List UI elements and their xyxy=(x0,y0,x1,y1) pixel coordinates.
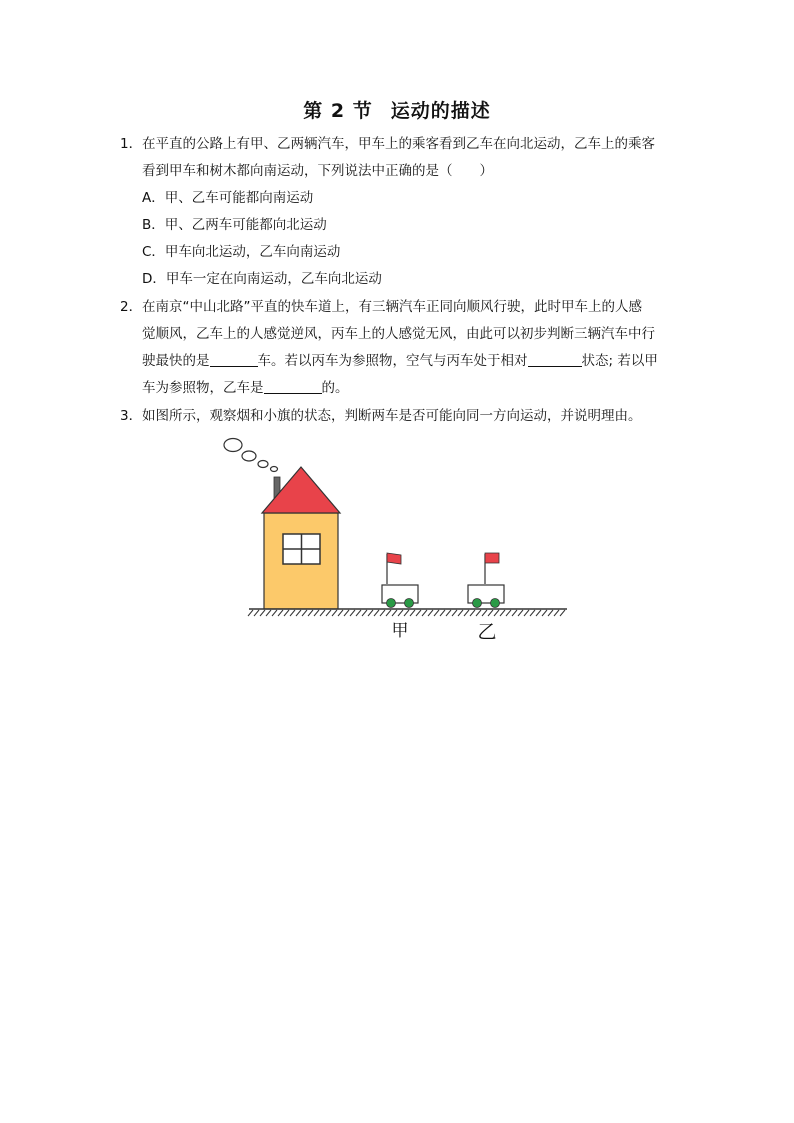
ground-hatch xyxy=(374,610,379,616)
question-text-line: 在南京“中山北路”平直的快车道上，有三辆汽车正同向顺风行驶，此时甲车上的人感 xyxy=(142,299,642,315)
ground-hatch xyxy=(284,610,289,616)
ground-hatch xyxy=(272,610,277,616)
option-a: A．甲、乙车可能都向南运动 xyxy=(142,190,314,206)
ground-hatch xyxy=(428,610,433,616)
ground-hatch xyxy=(344,610,349,616)
ground-hatch xyxy=(326,610,331,616)
ground-hatch xyxy=(482,610,487,616)
ground-hatch xyxy=(548,610,553,616)
option-b: B．甲、乙两车可能都向北运动 xyxy=(142,217,327,233)
ground-hatch xyxy=(308,610,313,616)
ground-hatch xyxy=(518,610,523,616)
section-name: 运动的描述 xyxy=(390,100,491,122)
question-text-line: 如图所示，观察烟和小旗的状态，判断两车是否可能向同一方向运动，并说明理由。 xyxy=(142,408,642,424)
ground-hatch xyxy=(248,610,253,616)
ground-hatch xyxy=(392,610,397,616)
ground-hatch xyxy=(356,610,361,616)
ground-hatch xyxy=(368,610,373,616)
ground-hatch xyxy=(386,610,391,616)
ground-hatch xyxy=(488,610,493,616)
question-text-line: 觉顺风，乙车上的人感觉逆风，丙车上的人感觉无风，由此可以初步判断三辆汽车中行 xyxy=(142,326,655,342)
question-text-line: 看到甲车和树木都向南运动，下列说法中正确的是（ ） xyxy=(142,163,493,179)
question-number: 1． xyxy=(120,136,143,152)
answer-blank[interactable] xyxy=(210,350,258,367)
ground-hatch xyxy=(530,610,535,616)
ground-hatch xyxy=(560,610,565,616)
ground-hatch xyxy=(362,610,367,616)
car-label-yi: 乙 xyxy=(477,621,497,643)
car-jia-icon xyxy=(382,553,418,608)
question-number: 3． xyxy=(120,408,143,424)
figure-house-and-cars xyxy=(215,432,575,651)
ground-hatch xyxy=(512,610,517,616)
ground-hatch xyxy=(470,610,475,616)
ground-hatch xyxy=(296,610,301,616)
car-yi-icon xyxy=(468,553,504,608)
question-2 xyxy=(120,294,680,402)
page-title xyxy=(0,96,794,123)
ground-hatch xyxy=(476,610,481,616)
ground-hatch xyxy=(410,610,415,616)
answer-blank[interactable] xyxy=(264,377,322,394)
ground-hatch xyxy=(542,610,547,616)
ground-hatch xyxy=(260,610,265,616)
ground-hatch xyxy=(254,610,259,616)
ground-hatch xyxy=(494,610,499,616)
ground-icon xyxy=(248,609,567,616)
ground-hatch xyxy=(464,610,469,616)
answer-blank[interactable] xyxy=(528,350,582,367)
ground-hatch xyxy=(404,610,409,616)
question-text-line: 车为参照物，乙车是 的。 xyxy=(142,375,680,402)
ground-hatch xyxy=(380,610,385,616)
question-3 xyxy=(120,403,680,430)
ground-hatch xyxy=(554,610,559,616)
ground-hatch xyxy=(302,610,307,616)
ground-hatch xyxy=(536,610,541,616)
ground-hatch xyxy=(422,610,427,616)
ground-hatch xyxy=(458,610,463,616)
ground-hatch xyxy=(524,610,529,616)
section-number: 第 2 节 xyxy=(303,100,373,122)
question-text-line: 在平直的公路上有甲、乙两辆汽车，甲车上的乘客看到乙车在向北运动，乙车上的乘客 xyxy=(142,136,655,152)
ground-hatch xyxy=(452,610,457,616)
option-d: D．甲车一定在向南运动，乙车向北运动 xyxy=(142,271,382,287)
ground-hatch xyxy=(350,610,355,616)
car-label-jia: 甲 xyxy=(391,621,409,641)
smoke-icon xyxy=(224,439,278,472)
ground-hatch xyxy=(278,610,283,616)
ground-hatch xyxy=(440,610,445,616)
question-number: 2． xyxy=(120,299,143,315)
ground-hatch xyxy=(320,610,325,616)
question-text-line: 驶最快的是 车。若以丙车为参照物，空气与丙车处于相对 状态; 若以甲 xyxy=(142,348,680,375)
ground-hatch xyxy=(290,610,295,616)
option-c: C．甲车向北运动，乙车向南运动 xyxy=(142,244,341,260)
ground-hatch xyxy=(398,610,403,616)
figure-drawing xyxy=(215,432,575,647)
ground-hatch xyxy=(266,610,271,616)
ground-hatch xyxy=(446,610,451,616)
ground-hatch xyxy=(332,610,337,616)
ground-hatch xyxy=(434,610,439,616)
question-1 xyxy=(120,131,680,293)
ground-hatch xyxy=(416,610,421,616)
ground-hatch xyxy=(338,610,343,616)
ground-hatch xyxy=(314,610,319,616)
ground-hatch xyxy=(506,610,511,616)
ground-hatch xyxy=(500,610,505,616)
